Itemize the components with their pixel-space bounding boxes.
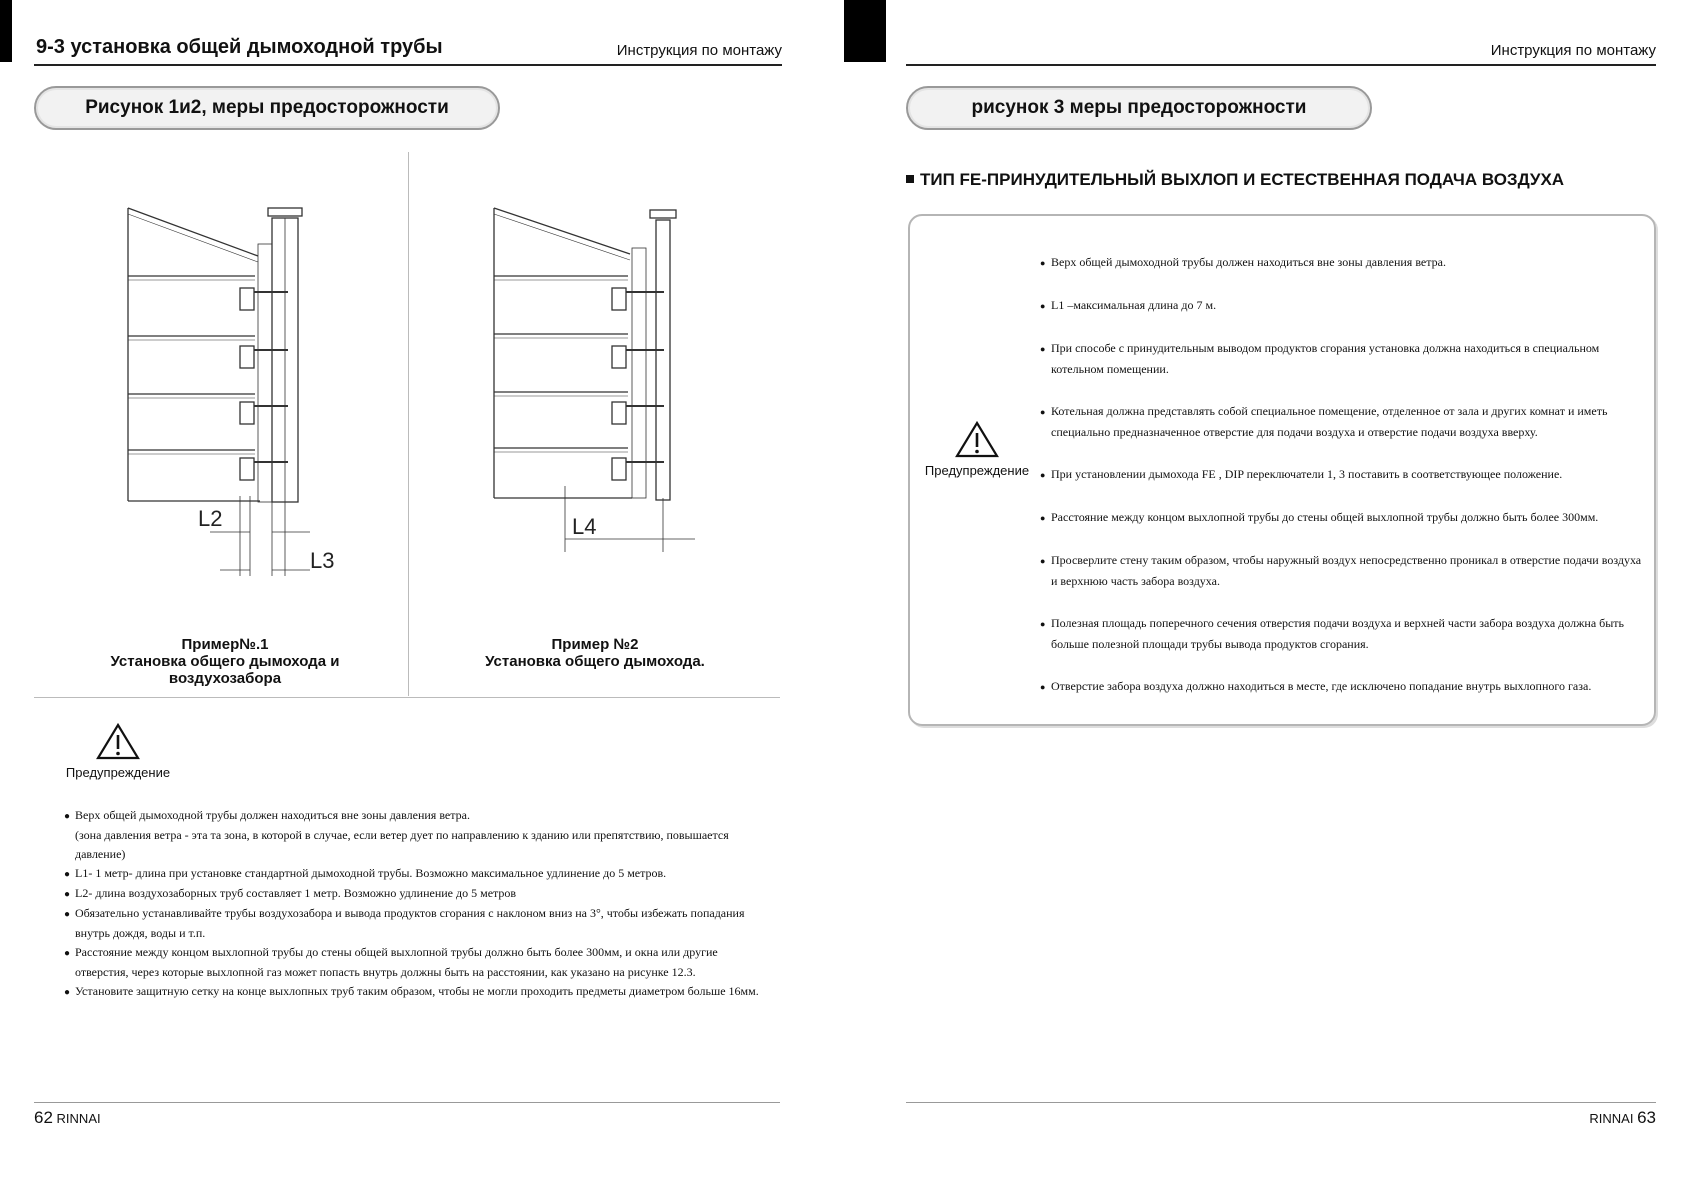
figure1-caption-line1: Пример№.1 [181, 636, 269, 653]
running-head: Инструкция по монтажу [1490, 42, 1656, 59]
figure2-diagram [480, 196, 710, 556]
footer-left [34, 1108, 101, 1128]
list-item: ● Установите защитную сетку на конце выхлопных труб таким образом, чтобы не могли проходить предметы диаметром больше 16мм. [64, 982, 764, 1002]
figure1-caption [80, 636, 370, 687]
footer-rule [906, 1102, 1656, 1103]
left-warning-list [64, 806, 764, 1002]
warning-block [922, 420, 1032, 478]
list-item: ● Расстояние между концом выхлопной трубы до стены общей выхлопной трубы должно быть более 300мм, и окна или другие отверстия, через которые выхлопной газ может попасть внутрь должны быть на расстоянии, как указано на рисунке 12.3. [64, 943, 764, 982]
list-item: ● Отверстие забора воздуха должно находиться в месте, где исключено попадание внутрь выхлопного газа. [1040, 676, 1650, 697]
figure2-caption-line2: Установка общего дымохода. [485, 653, 705, 670]
bullet-note: (зона давления ветра - эта та зона, в которой в случае, если ветер дует по направлению к зданию или препятствию, повышается давление) [75, 828, 729, 861]
figure-bottom-rule [34, 697, 780, 698]
list-item [64, 806, 764, 864]
list-item: ● Обязательно устанавливайте трубы воздухозабора и вывода продуктов сгорания с наклоном вниз на 3°, чтобы избежать попадания внутрь дождя, воды и т.п. [64, 904, 764, 943]
warning-triangle-icon [955, 420, 999, 458]
page-number: 63 [1637, 1108, 1656, 1127]
page-edge-tab [0, 0, 12, 62]
footer-rule [34, 1102, 780, 1103]
page-edge-tab [844, 0, 886, 62]
footer-brand: RINNAI [56, 1111, 101, 1126]
type-heading-text: ТИП FE-ПРИНУДИТЕЛЬНЫЙ ВЫХЛОП И ЕСТЕСТВЕННАЯ ПОДАЧА ВОЗДУХА [920, 170, 1565, 189]
right-warning-list [1040, 252, 1650, 719]
figure1-caption-line2: Установка общего дымохода и [110, 653, 340, 670]
footer-brand: RINNAI [1589, 1111, 1634, 1126]
list-item: ● L1- 1 метр- длина при установке стандартной дымоходной трубы. Возможно максимальное удлинение до 5 метров. [64, 864, 764, 884]
warning-label: Предупреждение [65, 765, 171, 780]
list-item: ● Просверлите стену таким образом, чтобы наружный воздух непосредственно проникал в отверстие подачи воздуха и верхнюю часть забора воздуха. [1040, 550, 1650, 591]
page-number: 62 [34, 1108, 53, 1127]
figure2-caption-line1: Пример №2 [551, 636, 639, 653]
list-item: ● L2- длина воздухозаборных труб составляет 1 метр. Возможно удлинение до 5 метров [64, 884, 764, 904]
warning-block [58, 722, 178, 780]
warning-label: Предупреждение [924, 463, 1030, 478]
running-head: Инструкция по монтажу [616, 42, 782, 59]
figure2-caption [460, 636, 730, 670]
square-bullet-icon [906, 175, 914, 183]
section-pill-title [34, 86, 500, 130]
pill-title-text: рисунок 3 меры предосторожности [971, 97, 1307, 118]
list-item: ● Верх общей дымоходной трубы должен находиться вне зоны давления ветра. [1040, 252, 1650, 273]
list-item: ● Расстояние между концом выхлопной трубы до стены общей выхлопной трубы должно быть более 300мм. [1040, 507, 1650, 528]
figure1-caption-line3: воздухозабора [168, 670, 282, 687]
figure1-label-l2: L2 [198, 506, 223, 531]
list-item: ● При способе с принудительным выводом продуктов сгорания установка должна находиться в специальном котельном помещении. [1040, 338, 1650, 379]
figure1-label-l3: L3 [310, 548, 335, 573]
header-rule [34, 64, 782, 66]
figure1-diagram [110, 196, 360, 586]
list-item: ● Полезная площадь поперечного сечения отверстия подачи воздуха и верхней части забора воздуха должна быть больше полезной площади трубы вывода продуктов сгорания. [1040, 613, 1650, 654]
header-rule [906, 64, 1656, 66]
footer-right [1589, 1108, 1656, 1128]
list-item: ● L1 –максимальная длина до 7 м. [1040, 295, 1650, 316]
section-pill-title [906, 86, 1372, 130]
figure2-label-l4: L4 [572, 514, 597, 539]
list-item: ● Котельная должна представлять собой специальное помещение, отделенное от зала и других комнат и иметь специально предназначенное отверстие для подачи воздуха и отверстие подачи воздуха вверху. [1040, 401, 1650, 442]
list-item: ● При установлении дымохода FE , DIP переключатели 1, 3 поставить в соответствующее положение. [1040, 464, 1650, 485]
type-heading [906, 170, 1564, 190]
figure-divider [408, 152, 409, 696]
pill-title-text: Рисунок 1и2, меры предосторожности [85, 97, 449, 118]
section-title: 9-3 установка общей дымоходной трубы [36, 36, 443, 58]
bullet-text: Верх общей дымоходной трубы должен находиться вне зоны давления ветра. [75, 808, 470, 822]
warning-triangle-icon [96, 722, 140, 760]
